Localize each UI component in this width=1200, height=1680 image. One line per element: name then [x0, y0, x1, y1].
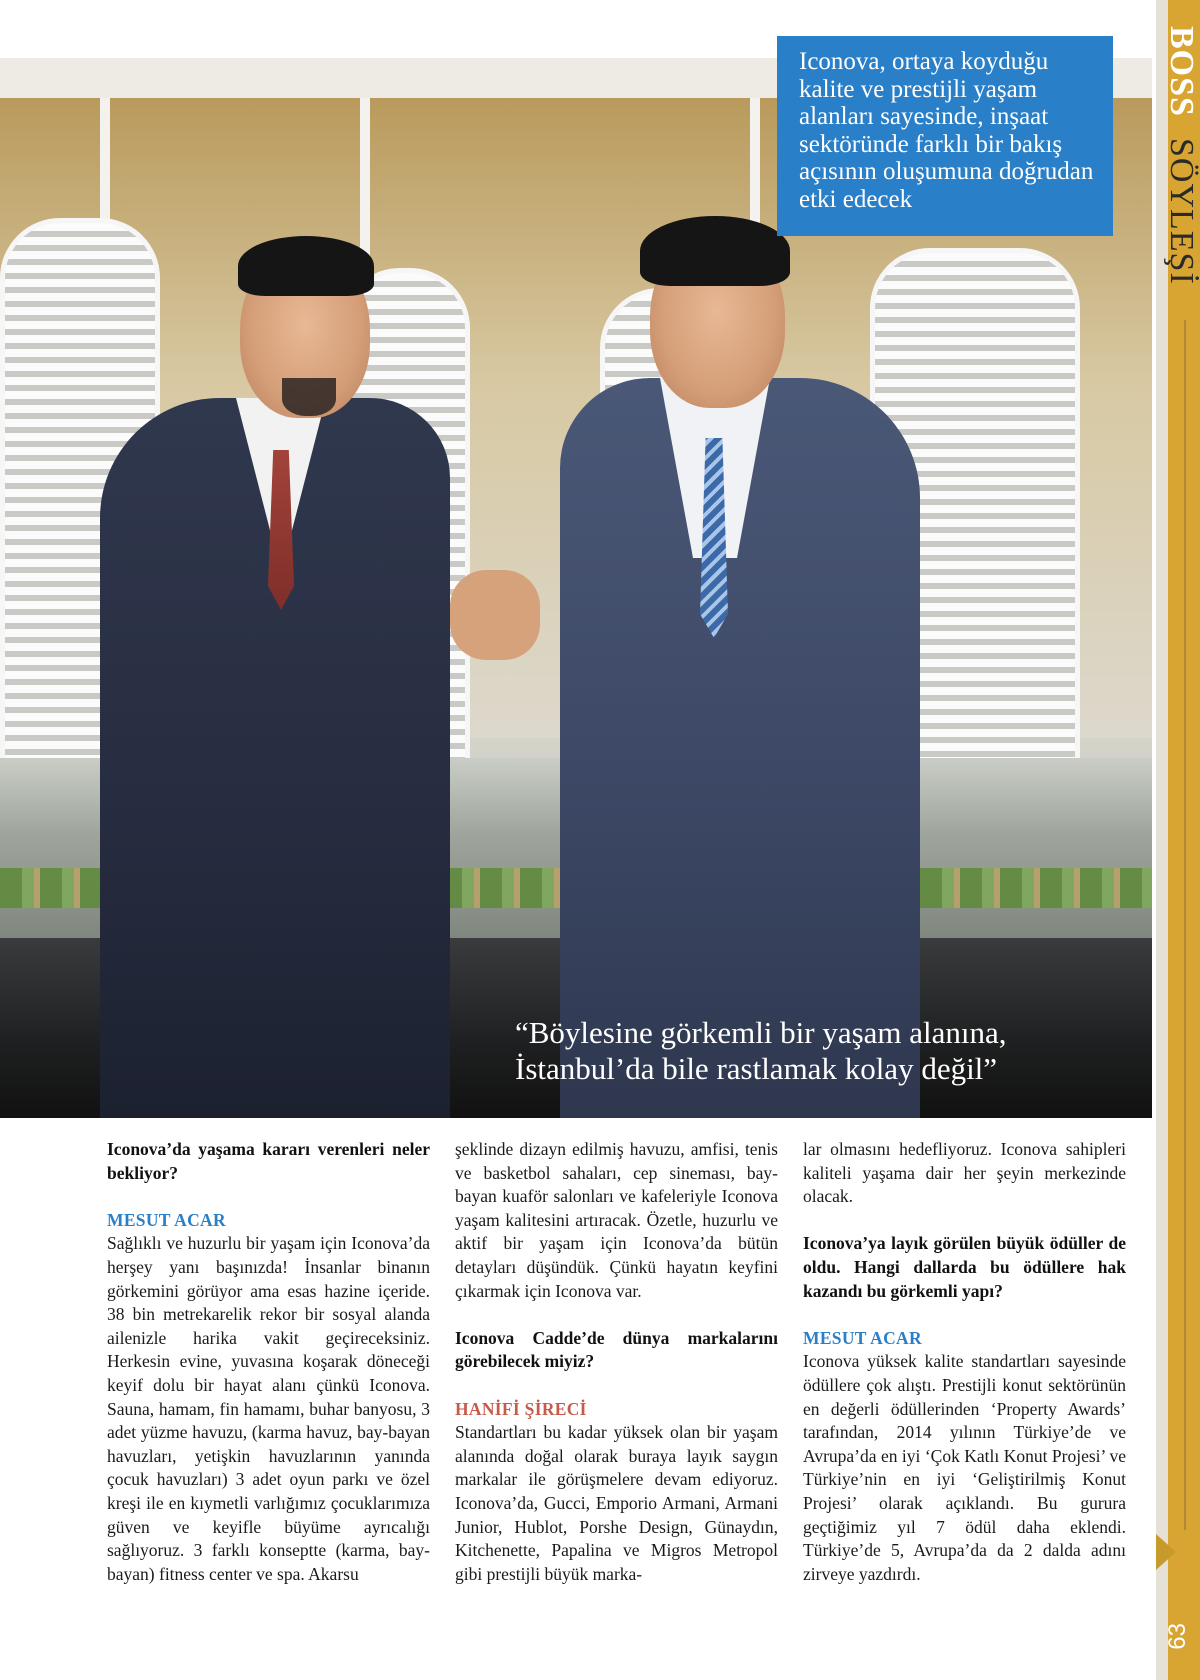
photo-quote: “Böylesine görkemli bir yaşam alanına, İstanbul’da bile rastlamak kolay değil”: [515, 1015, 1007, 1086]
article-column-2: [455, 1138, 778, 1586]
question-heading: Iconova’ya layık görülen büyük ödüller de oldu. Hangi dallarda bu ödüllere hak kazandı bu görkemli yapı?: [803, 1233, 1126, 1301]
question-heading: Iconova’da yaşama kararı verenleri neler bekliyor?: [107, 1139, 430, 1183]
answer-paragraph: lar olmasını hedefliyoruz. Iconova sahipleri kaliteli yaşama dair her şeyin merkezinde olacak.: [803, 1139, 1126, 1207]
section-rule: [1184, 320, 1186, 1530]
pull-callout: Iconova, ortaya koyduğu kalite ve prestijli yaşam alanları sayesinde, inşaat sektöründe farklı bir bakış açısının oluşumuna doğrudan etki edecek: [777, 36, 1113, 236]
section-label-primary: BOSS: [1163, 26, 1200, 117]
answer-paragraph: Sağlıklı ve huzurlu bir yaşam için Iconova’da herşey yanı başınızda! İnsanlar binanın görkemini görüyor ama esas hazine içeride. 38 bin metrekarelik rekor bir sosyal alanda ailenizle harika vakit geçireceksiniz. Herkesin evine, yuvasına koşarak döneceği keyif dolu bir hayat alanı çünkü Iconova. Sauna, hamam, fin hamamı, buhar banyosu, 3 adet yüzme havuzu, (karma havuz, bay-bayan havuzları, yetişkin havuzlarının yanında çocuk havuzları) 3 adet oyun parkı ve özel kreşi ile en kıymetli varlığımız çocuklarımıza güven ve keyifle büyüme ayrıcalığı sağlıyoruz. 3 farklı konseptte (karma, bay-bayan) fitness center ve spa. Akarsu: [107, 1233, 430, 1584]
handshake: [450, 570, 540, 660]
article-column-3: [803, 1138, 1126, 1586]
answer-paragraph: Iconova yüksek kalite standartları sayesinde ödüllere çok alıştı. Prestijli konut sektörünün en değerli ödüllerinden ‘Property Awards’ tarafından, 2014 yılının Türkiye’de ve Avrupa’da en iyi ‘Çok Katlı Konut Projesi’ ve Türkiye’nin en iyi ‘Geliştirilmiş Konut Projesi’ olarak açıklandı. Bu gurura geçtiğimiz yıl 7 ödül daha eklendi. Türkiye’de 5, Avrupa’da da 2 dalda adını zirveye yazdırdı.: [803, 1351, 1126, 1584]
speaker-name: HANİFİ ŞİRECİ: [455, 1398, 587, 1419]
page-arrow-icon: [1156, 1534, 1176, 1570]
speaker-name: MESUT ACAR: [107, 1209, 226, 1230]
answer-paragraph: Standartları bu kadar yüksek olan bir yaşam alanında doğal olarak buraya layık saygın markalar ile görüşmelere devam ediyoruz. Iconova’da, Gucci, Emporio Armani, Armani Junior, Hublot, Porshe Design, Günaydın, Kitchenette, Papalina ve Migros Metropol gibi prestijli büyük marka-: [455, 1422, 778, 1584]
section-label: [1163, 26, 1200, 286]
article-column-1: [107, 1138, 430, 1586]
answer-paragraph: şeklinde dizayn edilmiş havuzu, amfisi, tenis ve basketbol sahaları, cep sineması, bay-bayan kuaför salonları ve kafeleriyle Iconova yaşam kalitesini artıracak. Özetle, huzurlu ve aktif bir yaşam için Iconova’da bütün detayları düşündük. Çünkü hayatın keyfini çıkarmak için Iconova var.: [455, 1139, 778, 1301]
person-left-beard: [282, 378, 336, 416]
question-heading: Iconova Cadde’de dünya markalarını görebilecek miyiz?: [455, 1327, 778, 1372]
speaker-name: MESUT ACAR: [803, 1327, 922, 1348]
person-left-hair: [238, 236, 374, 296]
person-right-hair: [640, 216, 790, 286]
section-label-secondary: SÖYLEŞİ: [1163, 138, 1200, 286]
page-number: 63: [1164, 1623, 1191, 1650]
